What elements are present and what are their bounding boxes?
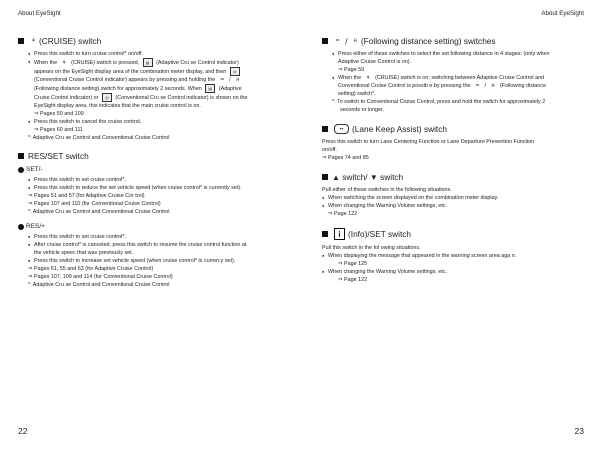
cruise-list [18,50,286,110]
list-item: ● Press this switch to set cruise control*. [28,176,286,184]
right-header: About EyeSight [541,10,584,17]
page-reference: ⇒ Pages 107 and 110 (for Conventional Cruise Control) [28,201,161,207]
following-distance-icon: ♒ [475,82,480,89]
list-item: ● After cruise control* is canceled, press this switch to resume the cruise control function at the vehicle speec that was previously set. [28,241,286,257]
page-number: 22 [18,426,28,436]
set-list [18,176,286,192]
list-item: ● When changing the Warning Volume settings, etc. [322,202,584,210]
left-header: About EyeSight [18,10,61,17]
list-item: ● When changing the Warning Volume settings, etc. [322,268,584,276]
set-minus-heading: SET/- [18,166,286,173]
square-bullet-icon [18,38,24,44]
page-reference: ⇒ Pages 107, 109 and 114 (for Conventional Cruise Control) [28,274,173,280]
page-reference: ⇒ Pages 51, 55 and 63 (for Adaptive Cruise Control) [28,266,154,272]
info-set-heading: i (Info)/SET switch [322,228,584,240]
res-set-title: RES/SET switch [28,151,89,161]
info-icon: i [334,228,345,240]
footnote: *: Adaptive Cru se Control and Conventional Cruise Control [28,135,170,141]
footnote: *: Adaptive Cru se Control and Conventional Cruise Control [28,209,170,215]
updown-list [322,194,584,210]
cruise-icon: ⚘ [365,74,371,81]
list-item: ● Press this switch to reduce the set vehicle speed (when cruise control* is currently set). [28,184,286,192]
lane-keep-assist-icon: ⭤ [334,124,349,134]
page-reference: ⇒ Page 122 [328,211,358,217]
square-bullet-icon [322,126,328,132]
conventional-cruise-indicator-icon: ◎ [102,93,112,102]
res-set-switch-section [18,151,286,289]
page-reference: ⇒ Pages 74 and 85 [322,155,369,161]
following-distance-icon: ♒ [220,76,225,83]
square-bullet-icon [18,153,24,159]
square-bullet-icon [322,174,328,180]
footnote: *: Adaptive Cru se Control and Conventional Cruise Control [28,282,170,288]
list-item: ● Press either of these switches to select the set following distance in 4 stages: (only when Adaptive Cruise Control is on). [332,50,584,66]
info-description: Pull this switch in the fol owing situations. [322,245,421,251]
up-down-switch-section [322,172,584,218]
footnote: *: To switch to Conventional Cruise Control, press and hold the switch for approximately 2 seconds or longer. [332,99,546,113]
page-reference: ⇒ Page 59 [338,67,365,73]
page-reference: ⇒ Page 125 [338,261,368,267]
down-arrow-icon: ▼ [369,172,378,182]
conventional-cruise-indicator-icon: ◎ [230,67,240,76]
page-reference: ⇒ Page 122 [338,277,368,283]
following-distance-icon: ♓ [235,76,241,83]
list-item: ● Press this switch to set cruise control*. [28,233,286,241]
lane-keep-assist-heading: ⭤ (Lane Keep Assist) switch [322,124,584,134]
adaptive-cruise-indicator-icon: ▤ [143,58,153,67]
right-page [300,0,600,450]
cruise-switch-section [18,36,286,142]
circle-bullet-icon [18,167,24,173]
info-set-switch-section [322,228,584,284]
list-item: ● Press this switch to increase set vehicle speed (when cruise control* is curren:y set). [28,257,286,265]
following-list-2 [322,74,584,98]
res-plus-heading: RES/+ [18,223,286,230]
updown-description: Pull either of these switches in the following situations. [322,187,452,193]
page-reference: ⇒ Pages 50 and 109 [34,111,84,117]
list-item: ● When displaying the message that appeared in the warning screen area aga n. [322,252,584,260]
list-item: ● When the ⚘ (CRUISE) switch is pressed, ▤ (Adaptive Cru se Control indicator) appears on the EyeSight display area of the combination meter display, and then ◎ (Conventional Cruise Control indicator) appears by pressing and holding the ♒ / ♓ (Following distance setting) switch for approximately 2 seconds. When ▤ (Adaptive Cruise Control indicator) or ◎ (Conventional Cru se Control indicator) is shown on the EyeSight display area, this indicates that the main cruise control is on. [28,58,286,110]
up-arrow-icon: ▲ [332,172,340,182]
page-reference: ⇒ Pages 60 and 111 [34,127,83,133]
adaptive-cruise-indicator-icon: ▤ [205,84,215,93]
res-set-heading [18,151,286,161]
list-item: ● Press this switch to cancel the cruise control. [28,118,286,126]
res-list [18,233,286,265]
square-bullet-icon [322,231,328,237]
page-number: 23 [574,426,584,436]
following-distance-icon: ♓ [353,38,358,44]
circle-bullet-icon [18,224,24,230]
list-item: ● When the ⚘ (CRUISE) switch is on; switching between Adaptive Cruise Control and Conventional Cruise Control is possib e by pressing the ♒ / ♓ (Following distance setting) switch*. [332,74,584,98]
info-list-2 [322,268,584,276]
page-reference: ⇒ Pages 51 and 57 (for Adaptive Cruise Cor trol) [28,193,145,199]
cruise-icon: ⚘ [61,59,67,66]
following-distance-icon: ♒ [335,38,340,44]
following-distance-icon: ♓ [490,82,496,89]
info-list [322,252,584,260]
list-item: ● When switching the screen displayed on the combination meter display. [322,194,584,202]
list-item: ● Press this switch to turn cruise control* on/off. [28,50,286,58]
following-distance-section [322,36,584,114]
following-list [322,50,584,66]
cruise-list-2 [18,118,286,126]
following-distance-heading: ♒ / ♓ (Following distance setting) switches [322,36,584,46]
lka-description: Press this switch to turn Lane Centering Function or Lane Departure Prevention Function on/off. [322,139,535,153]
cruise-switch-heading [18,36,286,46]
lane-keep-assist-section [322,124,584,162]
cruise-title: (CRUISE) switch [39,36,102,46]
up-down-heading: ▲ switch/ ▼ switch [322,172,584,182]
cruise-icon: ⚘ [31,38,36,44]
square-bullet-icon [322,38,328,44]
